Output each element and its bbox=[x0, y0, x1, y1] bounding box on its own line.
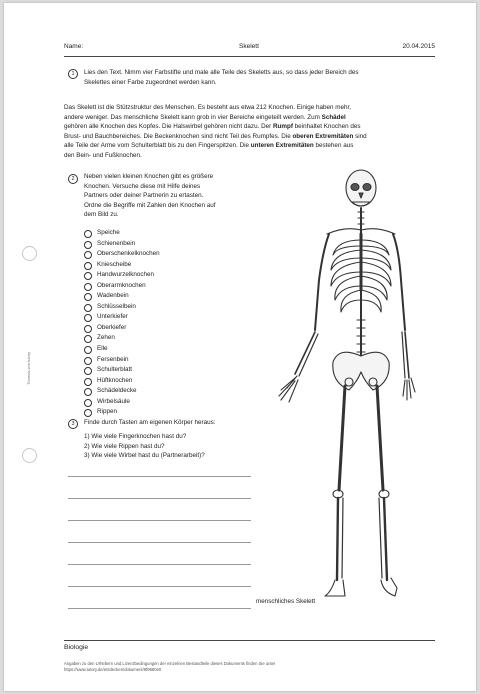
bone-item[interactable] bbox=[84, 228, 160, 239]
circle-checkbox-icon[interactable] bbox=[84, 357, 92, 365]
circle-checkbox-icon[interactable] bbox=[84, 378, 92, 386]
para-line4 bbox=[64, 132, 444, 142]
bone-label: Oberkiefer bbox=[97, 323, 127, 331]
task2-line: Knochen. Versuche diese mit Hilfe deines bbox=[84, 182, 201, 190]
question-1: 1) Wie viele Fingerknochen hast du? bbox=[84, 433, 187, 440]
task2-number: 2 bbox=[68, 174, 78, 184]
circle-checkbox-icon[interactable] bbox=[84, 293, 92, 301]
bone-item[interactable] bbox=[84, 239, 160, 250]
para-text: sind bbox=[353, 132, 367, 140]
circle-checkbox-icon[interactable] bbox=[84, 230, 92, 238]
answer-line[interactable] bbox=[68, 476, 251, 477]
license-text: Angaben zu den Urhebern und Lizenzbedingungen der einzelnen Bestandteile dieses Dokuments finden Sie unter bbox=[64, 661, 276, 666]
term-untere-extremitaeten: unteren Extremitäten bbox=[250, 142, 314, 149]
bone-item[interactable] bbox=[84, 260, 160, 271]
bone-item[interactable] bbox=[84, 397, 160, 408]
author-credit: Thomas von tutory bbox=[26, 351, 31, 385]
bone-item[interactable] bbox=[84, 386, 160, 397]
bone-label: Schulterblatt bbox=[97, 366, 133, 374]
license-link[interactable]: https://www.tutory.de/entdecken/dokument/9f9680e0 bbox=[64, 667, 162, 672]
para-line5 bbox=[64, 141, 444, 151]
para-line1: Das Skelett ist die Stützstruktur des Menschen. Es besteht aus etwa 212 Knochen. Einige haben mehr, bbox=[64, 104, 352, 111]
punch-hole-bottom bbox=[22, 448, 37, 463]
bone-label: Unterkiefer bbox=[97, 313, 128, 321]
task1-instruction bbox=[84, 68, 359, 87]
term-schaedel: Schädel bbox=[321, 113, 346, 121]
para-text: alle Teile der Arme vom Schulterblatt bis zu den Fingerspitzen. Die bbox=[64, 142, 251, 149]
circle-checkbox-icon[interactable] bbox=[84, 304, 92, 312]
answer-line[interactable] bbox=[68, 542, 251, 543]
footer-subject: Biologie bbox=[64, 644, 89, 651]
bone-label: Oberschenkelknochen bbox=[97, 250, 160, 258]
task1-line1: Lies den Text. Nimm vier Farbstifte und male alle Teile des Skeletts aus, so dass jeder Bereich des bbox=[84, 69, 359, 76]
bone-item[interactable] bbox=[84, 376, 160, 387]
circle-checkbox-icon[interactable] bbox=[84, 388, 92, 396]
punch-hole-top bbox=[22, 246, 37, 261]
bone-label: Elle bbox=[97, 345, 108, 353]
bone-label: Zehen bbox=[97, 334, 115, 342]
bone-label: Speiche bbox=[97, 229, 120, 236]
bone-label: Fersenbein bbox=[97, 355, 129, 363]
bone-label: Rippen bbox=[97, 408, 117, 416]
intro-paragraph bbox=[64, 103, 444, 160]
name-label: Name: bbox=[64, 43, 84, 50]
term-rumpf: Rumpf bbox=[272, 123, 293, 130]
task2-line: Partners oder deiner Partnerin zu ertasten. bbox=[84, 192, 204, 199]
bone-label: Hüftknochen bbox=[97, 376, 133, 384]
bone-item[interactable] bbox=[84, 344, 160, 355]
bone-item[interactable] bbox=[84, 407, 160, 418]
para-text: bestehen aus bbox=[313, 142, 354, 149]
para-text: beinhaltet Knochen des bbox=[292, 123, 361, 130]
task3-intro: Finde durch Tasten am eigenen Körper heraus: bbox=[84, 419, 216, 426]
answer-line[interactable] bbox=[68, 586, 251, 587]
circle-checkbox-icon[interactable] bbox=[84, 241, 92, 249]
answer-line[interactable] bbox=[68, 520, 251, 521]
para-text: andere weniger. Das menschliche Skelett kann grob in vier Bereiche eingeteilt werden. Zum bbox=[64, 113, 322, 121]
task1-number: 1 bbox=[68, 69, 78, 79]
answer-line[interactable] bbox=[68, 564, 251, 565]
bone-item[interactable] bbox=[84, 312, 160, 323]
answer-line[interactable] bbox=[68, 498, 251, 499]
term-obere-extremitaeten: oberen Extremitäten bbox=[292, 132, 354, 140]
bone-label: Oberarmknochen bbox=[97, 281, 146, 289]
bone-item[interactable] bbox=[84, 355, 160, 366]
bone-item[interactable] bbox=[84, 302, 160, 313]
bone-item[interactable] bbox=[84, 365, 160, 376]
para-line2 bbox=[64, 113, 444, 123]
circle-checkbox-icon[interactable] bbox=[84, 367, 92, 375]
answer-line[interactable] bbox=[68, 608, 251, 609]
page-title: Skelett bbox=[239, 43, 259, 50]
bone-label: Wirbelsäule bbox=[97, 397, 130, 405]
bone-item[interactable] bbox=[84, 323, 160, 334]
circle-checkbox-icon[interactable] bbox=[84, 399, 92, 407]
header-date: 20.04.2015 bbox=[402, 43, 435, 50]
task2-line: Ordne die Begriffe mit Zahlen den Knochen auf bbox=[84, 201, 216, 209]
circle-checkbox-icon[interactable] bbox=[84, 325, 92, 333]
bone-item[interactable] bbox=[84, 270, 160, 281]
question-2: 2) Wie viele Rippen hast du? bbox=[84, 442, 165, 450]
question-3: 3) Wie viele Wirbel hast du (Partnerarbeit)? bbox=[84, 452, 205, 459]
bone-item[interactable] bbox=[84, 291, 160, 302]
bone-item[interactable] bbox=[84, 281, 160, 292]
circle-checkbox-icon[interactable] bbox=[84, 283, 92, 291]
circle-checkbox-icon[interactable] bbox=[84, 314, 92, 322]
header-rule bbox=[64, 56, 435, 57]
circle-checkbox-icon[interactable] bbox=[84, 272, 92, 280]
bone-item[interactable] bbox=[84, 249, 160, 260]
task2-line: dem Bild zu. bbox=[84, 211, 119, 218]
bone-item[interactable] bbox=[84, 333, 160, 344]
task1-line2: Skelettes einer Farbe zugeordnet werden kann. bbox=[84, 78, 217, 86]
circle-checkbox-icon[interactable] bbox=[84, 251, 92, 259]
bone-checklist bbox=[84, 228, 160, 418]
para-text: gehören alle Knochen des Kopfes. Die Halswirbel gehören nicht dazu. Der bbox=[64, 123, 273, 130]
para-text: Brust- und Bauchbereiches. Die Beckenknochen sind nicht Teil des Rumpfes. Die bbox=[64, 132, 293, 140]
circle-checkbox-icon[interactable] bbox=[84, 409, 92, 417]
task2-line: Neben vielen kleinen Knochen gibt es größere bbox=[84, 173, 214, 180]
bone-label: Kniescheibe bbox=[97, 260, 132, 268]
task3-questions bbox=[84, 432, 205, 461]
circle-checkbox-icon[interactable] bbox=[84, 262, 92, 270]
task3-number: 3 bbox=[68, 419, 78, 429]
para-line3 bbox=[64, 122, 444, 132]
bone-label: Schlüsselbein bbox=[97, 302, 136, 310]
bone-label: Wadenbein bbox=[97, 292, 129, 300]
circle-checkbox-icon[interactable] bbox=[84, 346, 92, 354]
skeleton-illustration bbox=[245, 160, 420, 602]
para-line6: den Bein- und Fußknochen. bbox=[64, 151, 142, 159]
bone-label: Schienenbein bbox=[97, 239, 136, 247]
license-note bbox=[64, 661, 384, 673]
task2-instruction bbox=[84, 172, 216, 220]
image-caption: menschliches Skelett bbox=[256, 598, 316, 605]
circle-checkbox-icon[interactable] bbox=[84, 335, 92, 343]
bone-label: Handwurzelknochen bbox=[97, 271, 155, 279]
bone-label: Schädeldecke bbox=[97, 387, 137, 395]
footer-rule bbox=[64, 640, 435, 641]
